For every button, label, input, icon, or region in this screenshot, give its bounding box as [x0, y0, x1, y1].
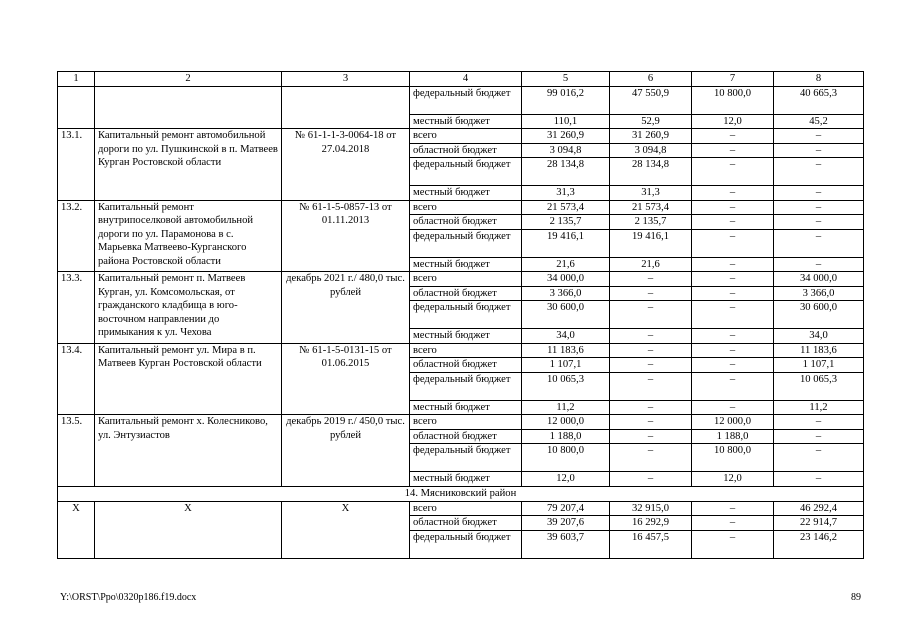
value-col-5: 21,6 [522, 257, 610, 272]
col-header-8: 8 [774, 72, 864, 87]
value-col-6: – [610, 400, 692, 415]
funding-source-label: местный бюджет [410, 114, 522, 129]
value-col-5: 1 188,0 [522, 429, 610, 444]
value-col-8: – [774, 129, 864, 144]
value-col-8: – [774, 143, 864, 158]
value-col-6: 16 457,5 [610, 530, 692, 558]
item-number: 13.1. [58, 129, 95, 201]
value-col-8: 46 292,4 [774, 501, 864, 516]
item-document: № 61-1-5-0857-13 от 01.11.2013 [282, 200, 410, 272]
value-col-8: – [774, 229, 864, 257]
value-col-7: – [692, 200, 774, 215]
funding-source-label: федеральный бюджет [410, 530, 522, 558]
value-col-5: 10 065,3 [522, 372, 610, 400]
value-col-8: 40 665,3 [774, 86, 864, 114]
item-name: Капитальный ремонт внутрипоселковой автомобильной дороги по ул. Парамонова в с. Марьевка Матвеево-Курганского района Ростовской области [95, 200, 282, 272]
funding-source-label: всего [410, 343, 522, 358]
value-col-7: – [692, 272, 774, 287]
value-col-6: – [610, 429, 692, 444]
value-col-5: 21 573,4 [522, 200, 610, 215]
col-header-2: 2 [95, 72, 282, 87]
value-col-5: 79 207,4 [522, 501, 610, 516]
item-document: № 61-1-1-3-0064-18 от 27.04.2018 [282, 129, 410, 201]
col-header-4: 4 [410, 72, 522, 87]
funding-source-label: федеральный бюджет [410, 301, 522, 329]
item-name [95, 86, 282, 129]
funding-source-label: федеральный бюджет [410, 229, 522, 257]
value-col-8: 10 065,3 [774, 372, 864, 400]
value-col-7: – [692, 530, 774, 558]
funding-source-label: федеральный бюджет [410, 158, 522, 186]
value-col-8: 23 146,2 [774, 530, 864, 558]
item-number: 13.2. [58, 200, 95, 272]
col-header-1: 1 [58, 72, 95, 87]
value-col-6: – [610, 444, 692, 472]
value-col-5: 3 094,8 [522, 143, 610, 158]
value-col-5: 10 800,0 [522, 444, 610, 472]
value-col-8: 1 107,1 [774, 358, 864, 373]
value-col-8: – [774, 186, 864, 201]
item-number [58, 86, 95, 129]
value-col-7: – [692, 329, 774, 344]
funding-source-label: областной бюджет [410, 429, 522, 444]
table-body [58, 72, 864, 559]
value-col-8: – [774, 444, 864, 472]
table-row [58, 86, 864, 114]
budget-table [57, 71, 864, 559]
value-col-8: 34,0 [774, 329, 864, 344]
value-col-6: – [610, 301, 692, 329]
col-header-7: 7 [692, 72, 774, 87]
value-col-7: – [692, 516, 774, 531]
table-row [58, 501, 864, 516]
funding-source-label: местный бюджет [410, 400, 522, 415]
value-col-5: 110,1 [522, 114, 610, 129]
value-col-6: 31,3 [610, 186, 692, 201]
value-col-5: 34 000,0 [522, 272, 610, 287]
funding-source-label: областной бюджет [410, 358, 522, 373]
value-col-8: 11,2 [774, 400, 864, 415]
value-col-5: 34,0 [522, 329, 610, 344]
col-header-6: 6 [610, 72, 692, 87]
value-col-7: 12,0 [692, 472, 774, 487]
value-col-8: 11 183,6 [774, 343, 864, 358]
funding-source-label: местный бюджет [410, 472, 522, 487]
footer-file-path: Y:\ORST\Ppo\0320p186.f19.docx [60, 592, 197, 603]
col-header-3: 3 [282, 72, 410, 87]
value-col-6: – [610, 372, 692, 400]
item-name: Капитальный ремонт автомобильной дороги по ул. Пушкинской в п. Матвеев Курган Ростовской области [95, 129, 282, 201]
value-col-6: 21 573,4 [610, 200, 692, 215]
value-col-5: 99 016,2 [522, 86, 610, 114]
item-name: Х [95, 501, 282, 558]
value-col-5: 28 134,8 [522, 158, 610, 186]
funding-source-label: всего [410, 501, 522, 516]
table-row [58, 415, 864, 430]
value-col-5: 1 107,1 [522, 358, 610, 373]
value-col-7: 10 800,0 [692, 86, 774, 114]
value-col-6: 3 094,8 [610, 143, 692, 158]
value-col-7: – [692, 343, 774, 358]
value-col-5: 12,0 [522, 472, 610, 487]
funding-source-label: местный бюджет [410, 186, 522, 201]
table-row [58, 200, 864, 215]
value-col-5: 19 416,1 [522, 229, 610, 257]
value-col-6: – [610, 329, 692, 344]
item-document: № 61-1-5-0131-15 от 01.06.2015 [282, 343, 410, 415]
value-col-6: 47 550,9 [610, 86, 692, 114]
table-row [58, 343, 864, 358]
footer-page-number: 89 [851, 592, 861, 603]
value-col-7: – [692, 501, 774, 516]
value-col-8: 30 600,0 [774, 301, 864, 329]
value-col-5: 39 207,6 [522, 516, 610, 531]
value-col-6: – [610, 343, 692, 358]
value-col-5: 2 135,7 [522, 215, 610, 230]
value-col-7: – [692, 286, 774, 301]
value-col-7: – [692, 257, 774, 272]
funding-source-label: областной бюджет [410, 143, 522, 158]
value-col-8: – [774, 215, 864, 230]
value-col-7: – [692, 143, 774, 158]
value-col-6: 19 416,1 [610, 229, 692, 257]
value-col-5: 12 000,0 [522, 415, 610, 430]
section-title: 14. Мясниковский район [58, 486, 864, 501]
value-col-7: – [692, 400, 774, 415]
value-col-6: – [610, 358, 692, 373]
funding-source-label: всего [410, 200, 522, 215]
item-document [282, 86, 410, 129]
col-header-5: 5 [522, 72, 610, 87]
value-col-8: – [774, 429, 864, 444]
value-col-5: 39 603,7 [522, 530, 610, 558]
value-col-7: 12 000,0 [692, 415, 774, 430]
column-number-header-row [58, 72, 864, 87]
value-col-6: 16 292,9 [610, 516, 692, 531]
value-col-6: – [610, 286, 692, 301]
item-name: Капитальный ремонт п. Матвеев Курган, ул. Комсомольская, от гражданского кладбища в юго-восточном направлении до примыкания к ул. Чехова [95, 272, 282, 344]
value-col-7: – [692, 186, 774, 201]
value-col-5: 31,3 [522, 186, 610, 201]
funding-source-label: федеральный бюджет [410, 444, 522, 472]
item-name: Капитальный ремонт ул. Мира в п. Матвеев Курган Ростовской области [95, 343, 282, 415]
funding-source-label: федеральный бюджет [410, 372, 522, 400]
value-col-8: – [774, 158, 864, 186]
value-col-8: 3 366,0 [774, 286, 864, 301]
value-col-6: 31 260,9 [610, 129, 692, 144]
value-col-7: – [692, 129, 774, 144]
funding-source-label: всего [410, 129, 522, 144]
value-col-7: – [692, 372, 774, 400]
value-col-8: – [774, 472, 864, 487]
value-col-7: – [692, 229, 774, 257]
value-col-7: 10 800,0 [692, 444, 774, 472]
value-col-6: – [610, 272, 692, 287]
section-row [58, 486, 864, 501]
value-col-5: 30 600,0 [522, 301, 610, 329]
value-col-7: 12,0 [692, 114, 774, 129]
value-col-5: 3 366,0 [522, 286, 610, 301]
funding-source-label: областной бюджет [410, 286, 522, 301]
item-number: 13.3. [58, 272, 95, 344]
item-document: декабрь 2019 г./ 450,0 тыс. рублей [282, 415, 410, 487]
value-col-7: 1 188,0 [692, 429, 774, 444]
value-col-8: 34 000,0 [774, 272, 864, 287]
value-col-6: 21,6 [610, 257, 692, 272]
item-document: декабрь 2021 г./ 480,0 тыс. рублей [282, 272, 410, 344]
value-col-8: 22 914,7 [774, 516, 864, 531]
value-col-7: – [692, 158, 774, 186]
table-row [58, 129, 864, 144]
item-number: 13.4. [58, 343, 95, 415]
funding-source-label: местный бюджет [410, 329, 522, 344]
value-col-6: 2 135,7 [610, 215, 692, 230]
value-col-6: – [610, 415, 692, 430]
value-col-5: 31 260,9 [522, 129, 610, 144]
value-col-6: 28 134,8 [610, 158, 692, 186]
funding-source-label: областной бюджет [410, 516, 522, 531]
item-number: Х [58, 501, 95, 558]
value-col-5: 11 183,6 [522, 343, 610, 358]
funding-source-label: всего [410, 272, 522, 287]
value-col-8: 45,2 [774, 114, 864, 129]
value-col-6: 32 915,0 [610, 501, 692, 516]
value-col-8: – [774, 200, 864, 215]
funding-source-label: местный бюджет [410, 257, 522, 272]
item-document: Х [282, 501, 410, 558]
item-name: Капитальный ремонт х. Колесниково, ул. Энтузиастов [95, 415, 282, 487]
value-col-7: – [692, 301, 774, 329]
value-col-8: – [774, 257, 864, 272]
value-col-8: – [774, 415, 864, 430]
value-col-7: – [692, 358, 774, 373]
item-number: 13.5. [58, 415, 95, 487]
table-row [58, 272, 864, 287]
funding-source-label: областной бюджет [410, 215, 522, 230]
value-col-6: – [610, 472, 692, 487]
value-col-7: – [692, 215, 774, 230]
value-col-5: 11,2 [522, 400, 610, 415]
funding-source-label: федеральный бюджет [410, 86, 522, 114]
funding-source-label: всего [410, 415, 522, 430]
value-col-6: 52,9 [610, 114, 692, 129]
